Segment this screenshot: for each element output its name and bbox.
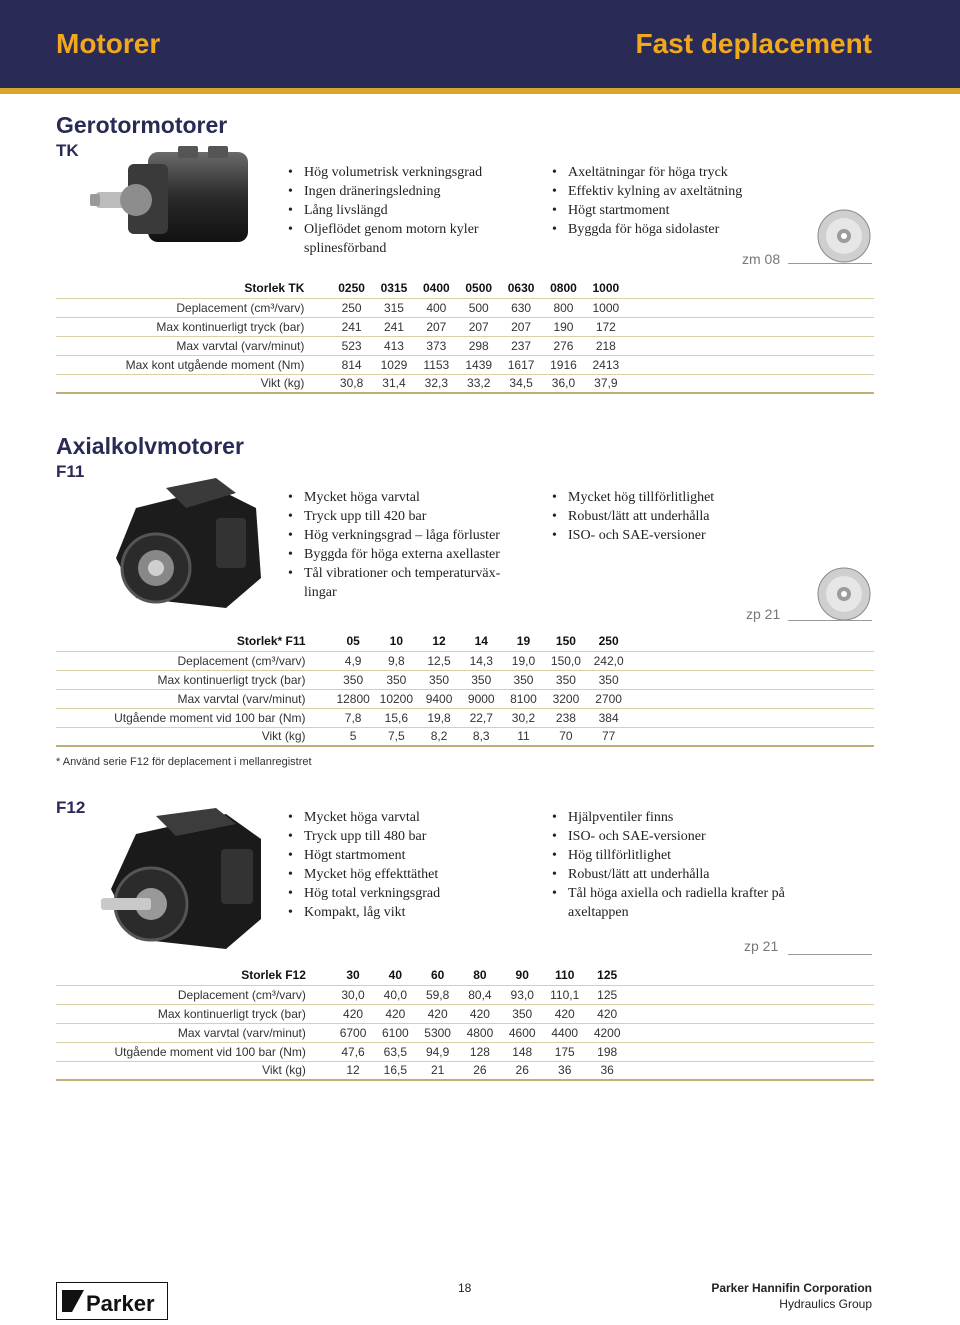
cd-icon [816,566,872,622]
list-item: • Robust/lätt att underhålla [550,507,810,526]
table-cell: 19,0 [511,653,536,668]
table-cell: 9400 [425,691,453,706]
table-cell: 350 [343,672,364,687]
table-row [56,317,874,336]
table-cell: Max varvtal (varv/minut) [176,338,305,353]
table-header-cell: 05 [346,634,360,649]
table-row [56,374,874,393]
table-cell: Max varvtal (varv/minut) [177,1025,306,1040]
table-header-cell: 30 [346,968,360,983]
table-cell: 207 [468,319,489,334]
list-item: • Byggda för höga sidolaster [550,220,810,239]
company-division: Hydraulics Group [779,1297,872,1311]
table-header-row [56,279,874,298]
table-cell: 59,8 [425,987,450,1002]
tk-features-left [286,163,526,258]
list-item: • Oljeflödet genom motorn kyler splinesförband [286,220,526,258]
table-cell: 148 [512,1044,533,1059]
table-cell: 4,9 [344,653,362,668]
list-item: • Högt startmoment [550,201,810,220]
table-header-cell: 110 [555,968,575,983]
table-header-cell: 0800 [550,281,577,296]
table-cell: 26 [515,1063,529,1078]
company-info [711,1280,872,1312]
table-cell: 7,8 [344,710,362,725]
list-item: • Axeltätningar för höga tryck [550,163,810,182]
table-cell: 350 [471,672,492,687]
table-cell: 4600 [508,1025,536,1040]
table-cell: 4800 [466,1025,494,1040]
table-cell: 16,5 [383,1063,408,1078]
f11-features-left [286,488,530,602]
section-title-axial: Axialkolvmotorer [56,433,244,459]
table-header-cell: 80 [473,968,487,983]
table-row [56,1061,874,1080]
table-header-cell: 150 [555,634,576,649]
f11-features-right [550,488,810,545]
list-item: • Lång livslängd [286,201,526,220]
table-cell: 1439 [465,357,493,372]
table-cell: 10200 [379,691,414,706]
table-cell: 31,4 [382,376,406,391]
table-header-row [56,966,874,985]
table-cell: 6100 [381,1025,409,1040]
list-item: • Effektiv kylning av axeltätning [550,182,810,201]
list-item: • Tryck upp till 480 bar [286,827,530,846]
logo-text: Parker [86,1291,155,1316]
table-cell: 22,7 [469,710,493,725]
table-cell: 30,2 [511,710,536,725]
table-row [56,727,874,746]
parker-logo [56,1282,168,1320]
table-cell: 93,0 [510,987,534,1002]
table-row [56,689,874,708]
table-cell: 373 [426,338,447,353]
table-header-cell: 0500 [465,281,493,296]
table-cell: Utgående moment vid 100 bar (Nm) [114,1044,306,1059]
table-cell: 7,5 [388,729,405,744]
table-cell: 5 [349,729,357,744]
table-cell: 350 [512,1006,533,1021]
table-cell: 8,3 [472,729,490,744]
table-row [56,1042,874,1061]
table-cell: 36 [558,1063,572,1078]
table-cell: 6700 [339,1025,367,1040]
table-cell: 26 [473,1063,487,1078]
cd-reference-line [788,954,872,955]
table-cell: 172 [595,319,616,334]
table-cell: 11 [517,729,530,744]
f11-spec-table [56,632,874,747]
list-item: • Robust/lätt att underhålla [550,865,810,884]
table-row [56,985,874,1004]
table-cell: 3200 [552,691,580,706]
list-item: • Hjälpventiler finns [550,808,810,827]
table-cell: Deplacement (cm³/varv) [177,653,306,668]
table-header-cell: Storlek F12 [241,968,306,983]
table-cell: 400 [426,300,447,315]
table-header-cell: 125 [597,968,618,983]
table-cell: Vikt (kg) [262,1063,306,1078]
table-cell: 1916 [550,357,577,372]
table-cell: 4200 [593,1025,621,1040]
table-cell: 19,8 [427,710,451,725]
table-cell: 420 [469,1006,490,1021]
cd-reference-label: zp 21 [744,938,779,954]
table-cell: 420 [343,1006,364,1021]
table-cell: 77 [601,729,616,744]
table-cell: 800 [553,300,574,315]
table-cell: Deplacement (cm³/varv) [176,300,305,315]
section-subtitle-f11: F11 [56,462,85,481]
table-cell: 12800 [336,691,370,706]
table-cell: 1000 [592,300,620,315]
section-subtitle-tk: TK [56,141,79,160]
tk-motor-image [88,142,258,260]
table-cell: 47,6 [341,1044,365,1059]
table-header-cell: 60 [430,968,445,983]
table-cell: 8100 [510,691,537,706]
list-item: • Högt startmoment [286,846,530,865]
table-cell: 1029 [380,357,408,372]
table-cell: 315 [383,300,404,315]
list-item: • Mycket höga varvtal [286,808,530,827]
list-item: • ISO- och SAE-versioner [550,526,810,545]
list-item: • Tål höga axiella och radiella krafter på axeltappen [550,884,810,922]
table-header-cell: 19 [516,634,531,649]
table-row [56,355,874,374]
table-cell: Utgående moment vid 100 bar (Nm) [114,710,306,725]
table-cell: 350 [429,672,450,687]
table-cell: 9,8 [388,653,405,668]
table-row [56,670,874,689]
table-cell: Max kont utgående moment (Nm) [125,357,305,372]
table-cell: 5300 [424,1025,451,1040]
table-cell: 2700 [595,691,622,706]
table-cell: 384 [598,710,619,725]
list-item: • Mycket höga varvtal [286,488,530,507]
table-cell: 30,0 [341,987,365,1002]
table-cell: 1153 [423,357,450,372]
f12-motor-image [96,804,266,954]
table-cell: 21 [430,1063,445,1078]
table-cell: 12,5 [427,653,451,668]
table-cell: 94,9 [425,1044,450,1059]
company-name: Parker Hannifin Corporation [711,1281,872,1295]
table-header-cell: 90 [515,968,529,983]
list-item: • Hög total verkningsgrad [286,884,530,903]
list-item: • Mycket hög tillförlitlighet [550,488,810,507]
list-item: • Hög verkningsgrad – låga förluster [286,526,530,545]
table-cell: 4400 [551,1025,579,1040]
tk-features-right [550,163,810,239]
f12-features-right [550,808,810,922]
table-header-cell: 40 [388,968,403,983]
table-cell: 175 [554,1044,575,1059]
table-cell: 14,3 [469,653,493,668]
table-row [56,651,874,670]
table-cell: 413 [383,338,404,353]
list-item: • Tryck upp till 420 bar [286,507,530,526]
table-cell: 350 [513,672,534,687]
list-item: • Kompakt, låg vikt [286,903,530,922]
table-cell: 33,2 [467,376,491,391]
table-cell: 276 [553,338,574,353]
table-cell: 40,0 [383,987,408,1002]
table-cell: 420 [385,1006,406,1021]
f12-features-left [286,808,530,922]
table-cell: 241 [383,319,404,334]
page-number: 18 [458,1281,472,1295]
table-cell: 298 [468,338,489,353]
table-cell: Max kontinuerligt tryck (bar) [156,319,305,334]
table-cell: 420 [427,1006,448,1021]
table-header-cell: 0250 [338,281,365,296]
table-header-cell: 250 [598,634,619,649]
table-cell: 242,0 [593,653,624,668]
table-cell: 250 [341,300,362,315]
list-item: • Ingen dräneringsledning [286,182,526,201]
table-cell: Vikt (kg) [260,376,305,391]
table-cell: Max kontinuerligt tryck (bar) [157,672,306,687]
table-cell: 80,4 [468,987,492,1002]
table-cell: 420 [597,1006,618,1021]
table-row [56,1004,874,1023]
table-cell: 36,0 [551,376,576,391]
cd-reference-line [788,620,872,621]
table-cell: 190 [553,319,574,334]
table-cell: 218 [595,338,616,353]
table-cell: 523 [341,338,362,353]
table-cell: 350 [386,672,407,687]
table-cell: 9000 [467,691,495,706]
table-cell: 128 [469,1044,490,1059]
cd-reference-label: zm 08 [742,251,781,267]
table-header-row [56,632,874,651]
section-title-gerotor: Gerotormotorer [56,112,228,138]
table-cell: 350 [555,672,576,687]
table-cell: 12 [346,1063,360,1078]
table-cell: 1617 [507,357,535,372]
table-row [56,1023,874,1042]
header-right-title: Fast deplacement [635,28,872,59]
footnote: * Använd serie F12 för deplacement i mellanregistret [56,756,312,768]
table-cell: 150,0 [550,653,581,668]
table-cell: Deplacement (cm³/varv) [177,987,306,1002]
table-cell: 500 [468,300,489,315]
page-header [0,0,960,88]
cd-icon [816,208,872,264]
table-row [56,708,874,727]
table-header-cell: 10 [389,634,404,649]
cd-reference-line [788,263,872,264]
section-subtitle-f12: F12 [56,798,86,817]
table-cell: 814 [341,357,362,372]
table-cell: 2413 [592,357,620,372]
table-cell: 241 [341,319,362,334]
table-cell: Max varvtal (varv/minut) [177,691,306,706]
list-item: • Hög tillförlitlighet [550,846,810,865]
table-cell: Vikt (kg) [261,729,306,744]
table-cell: 63,5 [383,1044,408,1059]
table-header-cell: 0400 [422,281,450,296]
table-cell: 207 [426,319,447,334]
table-cell: 36 [600,1063,614,1078]
tk-spec-table [56,279,874,394]
table-row [56,336,874,355]
table-cell: 15,6 [384,710,409,725]
list-item: • Hög volumetrisk verkningsgrad [286,163,526,182]
list-item: • ISO- och SAE-versioner [550,827,810,846]
list-item: • Byggda för höga externa axellaster [286,545,530,564]
table-cell: 8,2 [430,729,448,744]
table-cell: 70 [559,729,573,744]
table-header-cell: 14 [474,634,488,649]
table-header-cell: Storlek* F11 [236,634,306,649]
list-item: • Mycket hög effekttäthet [286,865,530,884]
f12-spec-table [56,966,874,1081]
table-cell: 207 [511,319,532,334]
table-cell: 350 [598,672,619,687]
table-cell: 110,1 [550,987,580,1002]
table-cell: 420 [554,1006,575,1021]
table-header-cell: 0315 [380,281,408,296]
table-cell: 34,5 [509,376,533,391]
table-header-cell: 1000 [592,281,620,296]
table-cell: 30,8 [339,376,364,391]
table-cell: 237 [511,338,532,353]
header-accent-rule [0,88,960,94]
table-cell: 125 [597,987,618,1002]
table-cell: 238 [555,710,576,725]
table-cell: 198 [597,1044,618,1059]
f11-motor-image [96,468,266,618]
table-header-cell: 0630 [507,281,535,296]
table-cell: 37,9 [594,376,618,391]
table-row [56,298,874,317]
table-cell: 630 [511,300,532,315]
cd-reference-label: zp 21 [746,606,781,622]
table-header-cell: Storlek TK [244,281,305,296]
table-cell: Max kontinuerligt tryck (bar) [157,1006,306,1021]
header-left-title: Motorer [56,28,161,59]
table-header-cell: 12 [432,634,446,649]
list-item: • Tål vibrationer och temperaturväx-lingar [286,564,530,602]
table-cell: 32,3 [424,376,448,391]
